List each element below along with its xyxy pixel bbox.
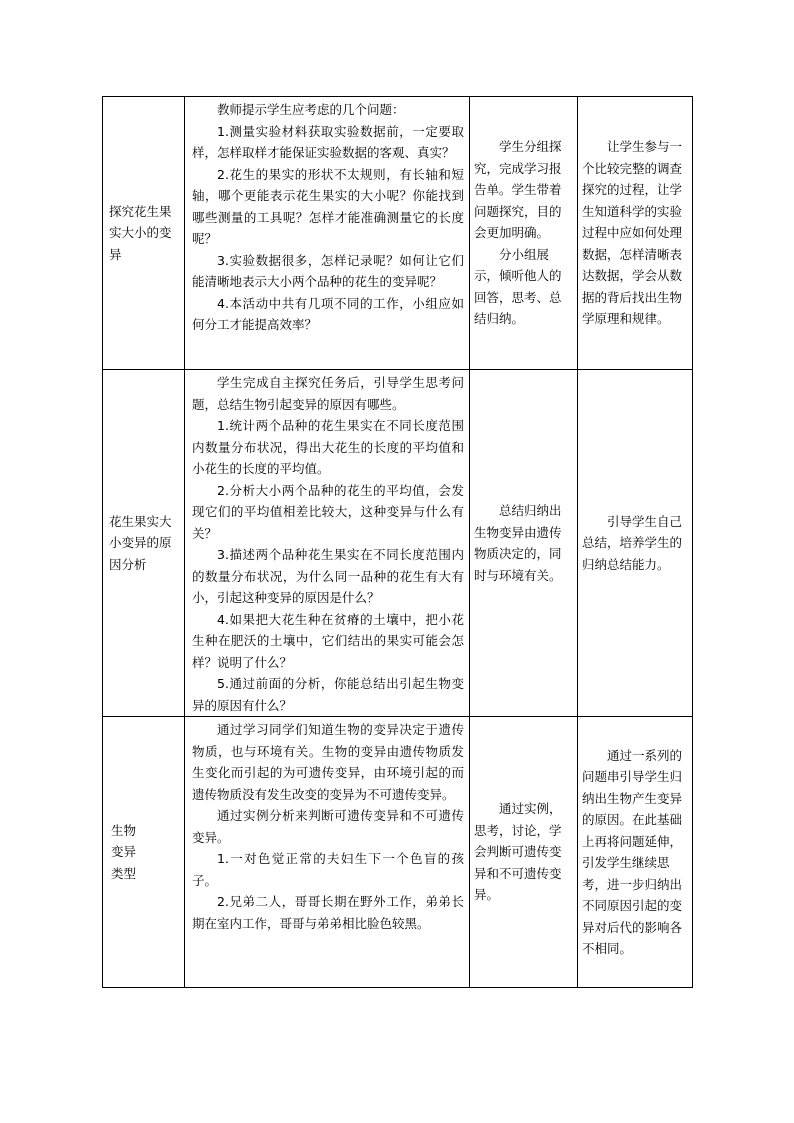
content-paragraph: 2.分析大小两个品种的花生的平均值，会发现它们的平均值相差比较大，这种变异与什么有关？ [192,482,464,541]
design-intent-cell [578,370,693,717]
topic-label-line: 类型 [111,865,137,881]
activity-text: 通过实例，思考，讨论，学会判断可遗传变异和不可遗传变异。 [474,801,562,903]
topic-label-line: 生物 [111,822,137,838]
content-paragraph: 2.兄弟二人，哥哥长期在野外工作，弟弟长期在室内工作，哥哥与弟弟相比脸色较黑。 [192,894,464,931]
content-paragraph: 1.统计两个品种的花生果实在不同长度范围内数量分布状况，得出大花生的长度的平均值和小花生的长度的平均值。 [192,418,464,476]
content-paragraph: 通过实例分析来判断可遗传变异和不可遗传变异。 [192,808,464,845]
student-activity-cell [470,370,578,717]
content-paragraph: 2.花生的果实的形状不太规则，有长轴和短轴，哪个更能表示花生果实的大小呢？你能找到哪些测量的工具呢？怎样才能准确测量它的长度呢？ [192,166,464,246]
content-paragraph: 学生完成自主探究任务后，引导学生思考问题，总结生物引起变异的原因有哪些。 [192,375,464,412]
content-paragraph: 1.一对色觉正常的夫妇生下一个色盲的孩子。 [192,851,464,888]
content-paragraph: 3.实验数据很多，怎样记录呢？如何让它们能清晰地表示大小两个品种的花生的变异呢？ [192,252,464,289]
lesson-plan-table [102,96,693,988]
content-paragraph: 5.通过前面的分析，你能总结出引起生物变异的原因有什么？ [192,676,464,713]
student-activity-cell [470,97,578,370]
design-intent-cell [578,717,693,988]
content-paragraph: 教师提示学生应考虑的几个问题： [217,102,405,117]
activity-text: 分小组展示，倾听他人的回答，思考、总结归纳。 [474,246,562,327]
activity-text: 总结归纳出生物变异由遗传物质决定的，同时与环境有关。 [474,503,562,583]
topic-label-line: 变异 [111,844,137,860]
topic-cell [103,370,185,717]
design-intent-cell [578,97,693,370]
topic-label: 花生果实大小变异的原因分析 [109,513,172,572]
student-activity-cell [470,717,578,988]
content-paragraph: 4.本活动中共有几项不同的工作，小组应如何分工才能提高效率？ [192,295,464,332]
topic-cell [103,717,185,988]
table-row [103,717,693,988]
table-row [103,97,693,370]
intent-text: 通过一系列的问题串引导学生归纳出生物产生变异的原因。在此基础上再将问题延伸，引发学生继续思考，进一步归纳出不同原因引起的变异对后代的影响各不相同。 [582,747,683,956]
table-row [103,370,693,717]
content-paragraph: 4.如果把大花生种在贫瘠的土壤中，把小花生种在肥沃的土壤中，它们结出的果实可能会怎样？说明了什么？ [192,611,464,670]
content-cell [185,370,470,717]
topic-label: 探究花生果实大小的变异 [109,203,172,262]
content-cell [185,97,470,370]
content-paragraph: 通过学习同学们知道生物的变异决定于遗传物质，也与环境有关。生物的变异由遗传物质发生变化而引起的为可遗传变异，由环境引起的而遗传物质没有发生改变的变异为不可遗传变异。 [192,722,464,802]
topic-cell [103,97,185,370]
content-paragraph: 1.测量实验材料获取实验数据前，一定要取样，怎样取样才能保证实验数据的客观、真实？ [192,123,464,160]
intent-text: 引导学生自己总结，培养学生的归纳总结能力。 [582,513,683,572]
activity-text: 学生分组探究，完成学习报告单。学生带着问题探究，目的会更加明确。 [474,139,562,241]
intent-text: 让学生参与一个比较完整的调查探究的过程，让学生知道科学的实验过程中应如何处理数据，怎样清晰表达数据，学会从数据的背后找出生物学原理和规律。 [582,139,683,327]
content-cell [185,717,470,988]
content-paragraph: 3.描述两个品种花生果实在不同长度范围内的数量分布状况，为什么同一品种的花生有大有小，引起这种变异的原因是什么？ [192,547,464,605]
